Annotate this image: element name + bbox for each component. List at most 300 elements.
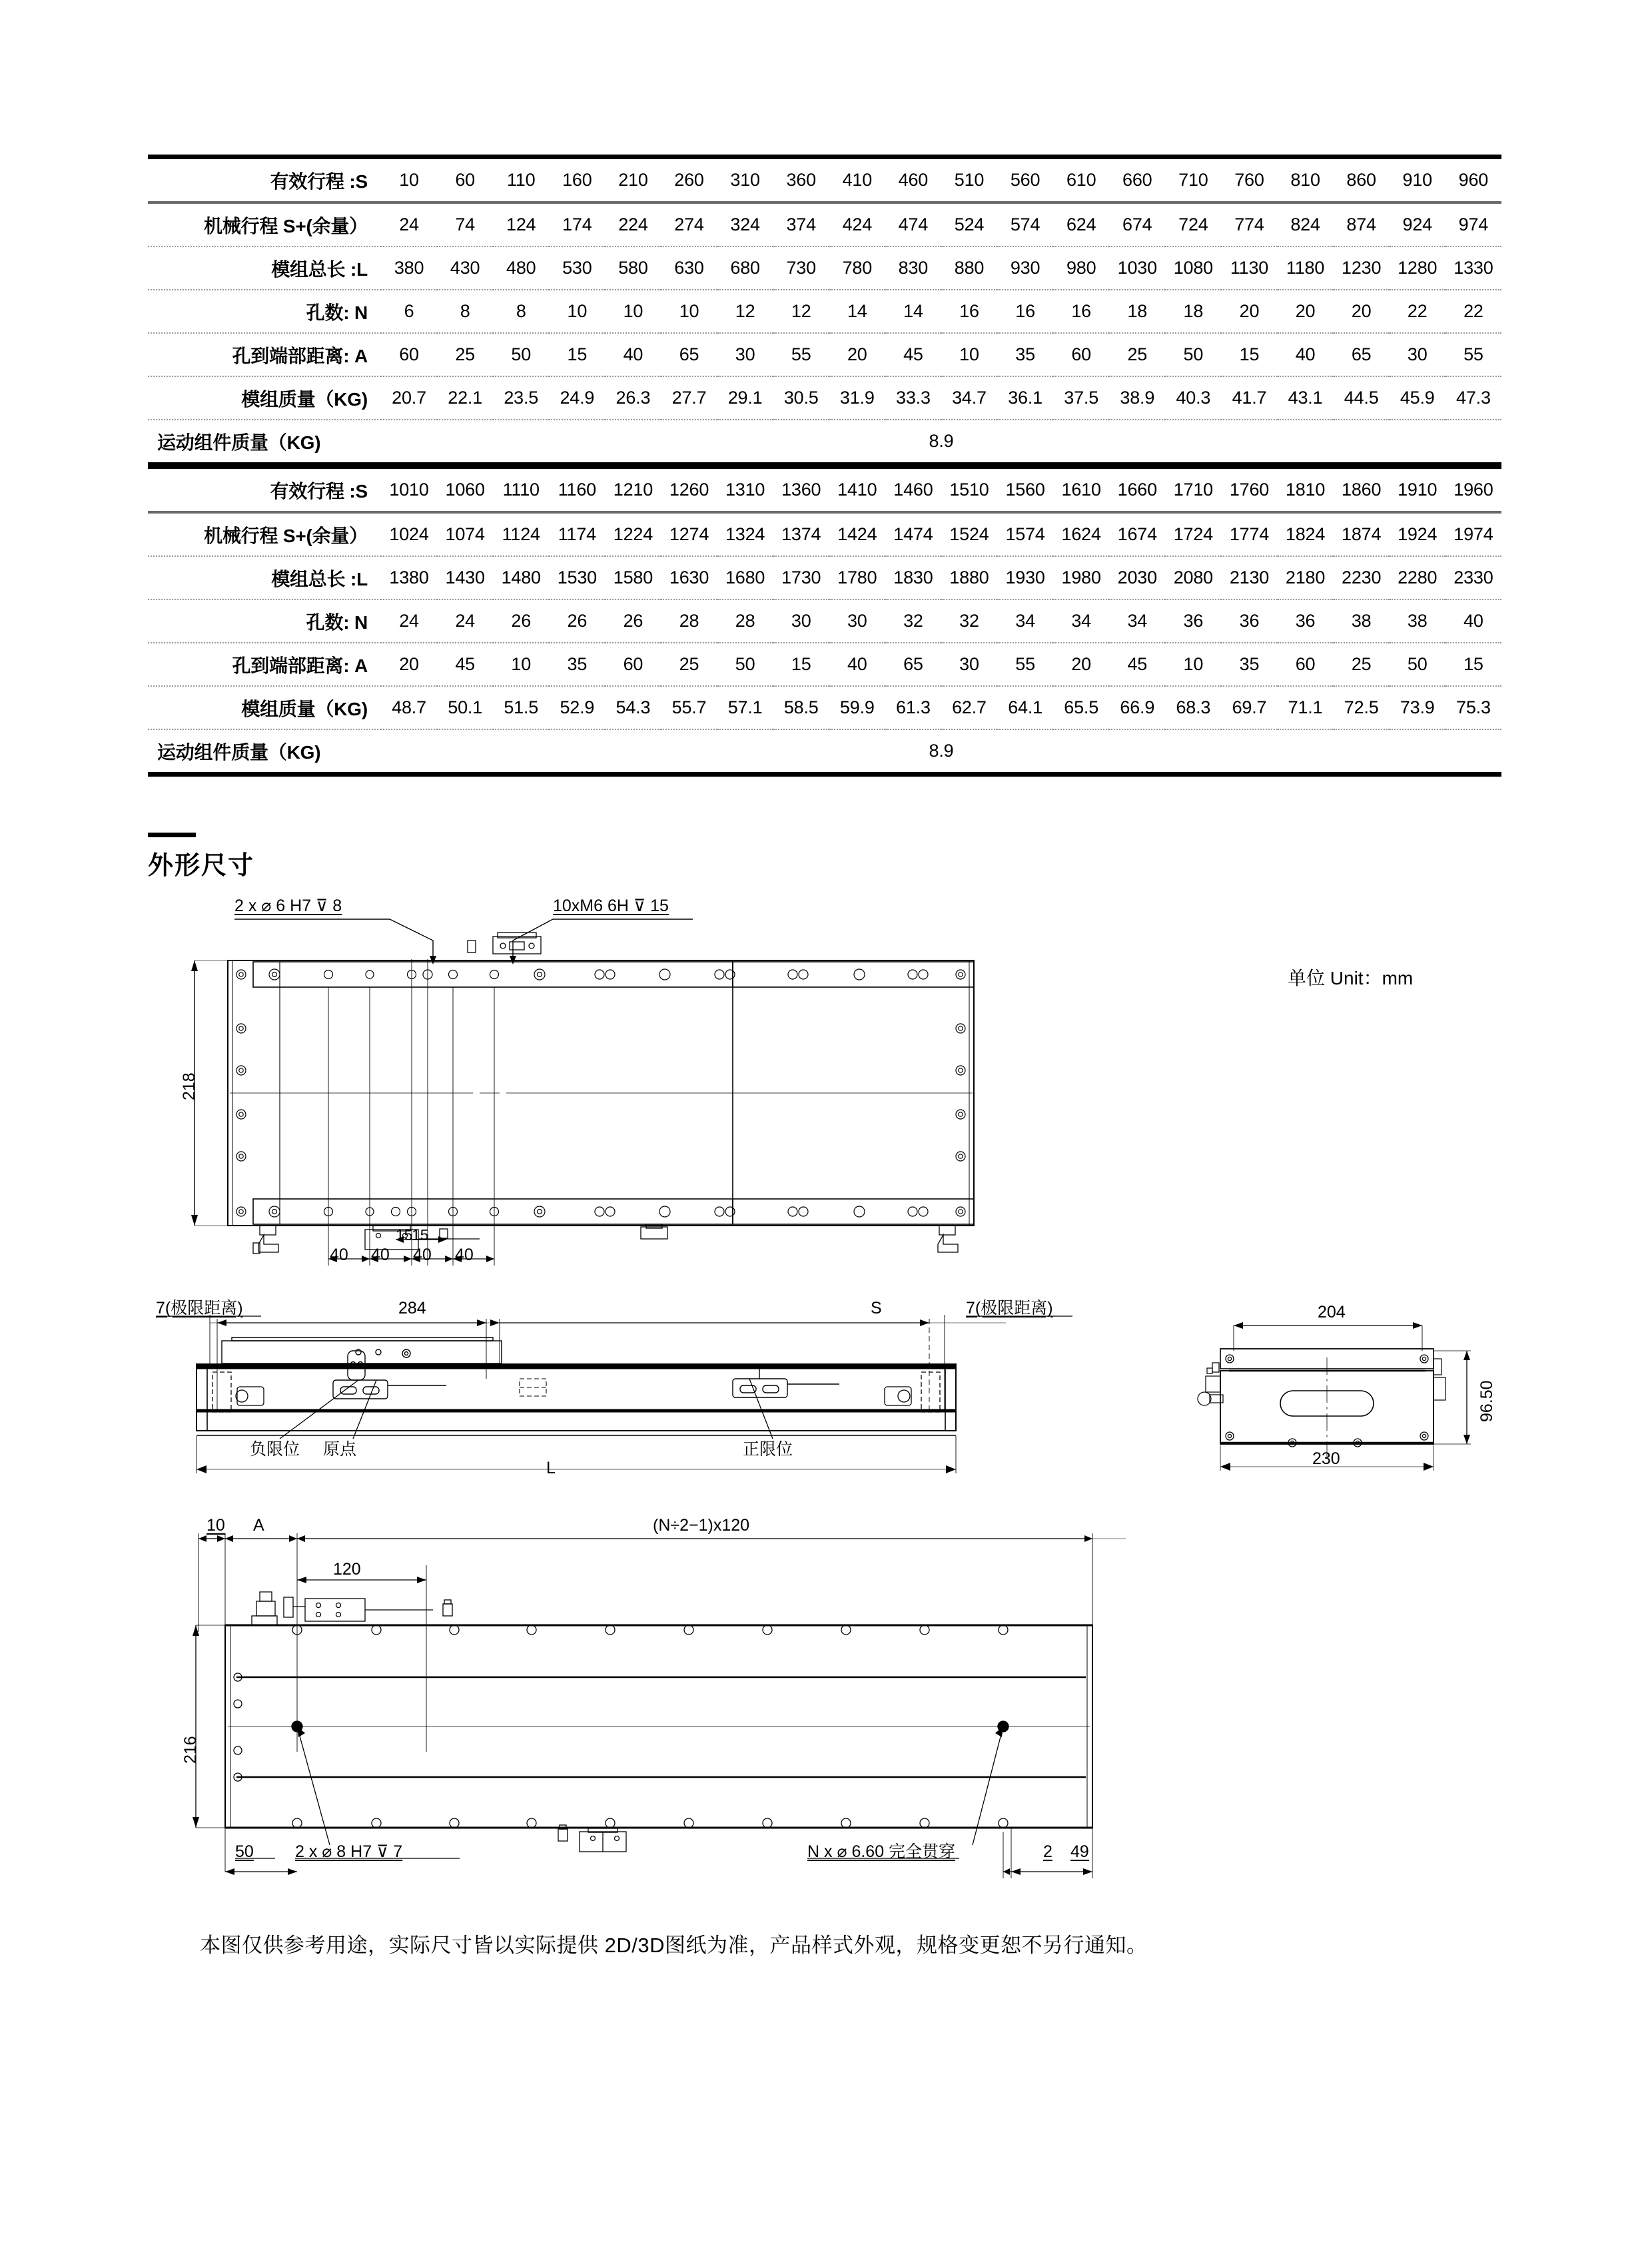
table-cell: 30 [941,643,997,686]
table-cell: 2130 [1221,556,1277,599]
table-cell: 1424 [829,512,885,556]
table-cell: 1960 [1446,467,1501,513]
table-cell: 60 [1278,643,1334,686]
table-cell: 36 [1165,599,1221,643]
drawing-bottom-view [167,1499,1139,1912]
disclaimer-note: 本图仅供参考用途，实际尺寸皆以实际提供 2D/3D图纸为准，产品样式外观，规格变更恕不另行通知。 [200,1934,1148,1957]
table-cell: 1010 [381,467,437,513]
table-cell: 110 [493,157,549,203]
row-header: 有效行程 :S [148,467,381,513]
table-cell: 1760 [1221,467,1277,513]
table-cell: 65 [1334,333,1390,376]
table-cell: 48.7 [381,686,437,729]
spec-table-2 [148,464,1501,777]
callout-thread-top: 10xM6 6H ⊽ 15 [553,897,669,915]
table-cell: 880 [941,246,997,290]
table-cell: 45.9 [1390,376,1446,420]
table-cell: 580 [605,246,661,290]
table-cell: 460 [885,157,941,203]
table-cell: 1630 [661,556,717,599]
table-cell: 45 [1109,643,1165,686]
table-cell: 980 [1053,246,1109,290]
table-cell: 20 [1053,643,1109,686]
table-cell: 73.9 [1390,686,1446,729]
table-cell: 43.1 [1278,376,1334,420]
table-cell: 1910 [1390,467,1446,513]
table-cell: 47.3 [1446,376,1501,420]
table-row [148,333,1501,376]
table-cell: 50 [1390,643,1446,686]
table-cell: 1980 [1053,556,1109,599]
table-cell: 10 [941,333,997,376]
row-header: 模组质量（KG) [148,686,381,729]
table-row [148,290,1501,333]
table-cell: 730 [773,246,829,290]
table-cell: 310 [717,157,773,203]
table-row [148,686,1501,729]
table-cell: 35 [549,643,605,686]
table-cell: 2180 [1278,556,1334,599]
table-cell: 1574 [997,512,1053,556]
table-cell: 30 [1390,333,1446,376]
table-cell: 14 [829,290,885,333]
table-cell: 51.5 [493,686,549,729]
table-cell: 18 [1109,290,1165,333]
table-cell: 1730 [773,556,829,599]
drawing-top-view [167,893,1099,1266]
table-cell: 1324 [717,512,773,556]
table-cell: 55 [997,643,1053,686]
table-cell: 324 [717,202,773,246]
table-cell: 40 [605,333,661,376]
table-cell: 26 [549,599,605,643]
table-cell: 1310 [717,467,773,513]
table-cell: 1860 [1334,467,1390,513]
row-header: 模组总长 :L [148,246,381,290]
table-cell: 15 [549,333,605,376]
table-cell: 60 [1053,333,1109,376]
table-cell: 25 [1109,333,1165,376]
table-cell: 24 [381,599,437,643]
table-cell-merged: 8.9 [929,431,954,451]
table-cell: 1024 [381,512,437,556]
table-cell: 424 [829,202,885,246]
table-cell: 15 [773,643,829,686]
table-cell: 2330 [1446,556,1501,599]
table-cell: 680 [717,246,773,290]
table-cell: 74 [437,202,493,246]
dim-49: 49 [1070,1842,1089,1861]
row-header: 有效行程 :S [148,157,381,203]
table-cell: 1524 [941,512,997,556]
table-cell: 1680 [717,556,773,599]
table-cell: 50.1 [437,686,493,729]
table-cell: 16 [997,290,1053,333]
table-cell: 380 [381,246,437,290]
table-cell: 29.1 [717,376,773,420]
table-cell: 8 [437,290,493,333]
dim-216: 216 [181,1736,200,1764]
table-cell: 20 [381,643,437,686]
dim-218: 218 [180,1072,199,1100]
table-cell: 560 [997,157,1053,203]
table-cell: 23.5 [493,376,549,420]
table-cell: 58.5 [773,686,829,729]
table-cell: 1924 [1390,512,1446,556]
table-cell: 510 [941,157,997,203]
table-cell: 55 [1446,333,1501,376]
table-cell: 36 [1221,599,1277,643]
table-row [148,556,1501,599]
table-cell: 1674 [1109,512,1165,556]
table-cell: 824 [1278,202,1334,246]
table-cell: 32 [885,599,941,643]
table-cell: 430 [437,246,493,290]
table-cell: 30 [773,599,829,643]
dim-15-a: 15 [396,1226,413,1244]
table-cell: 1560 [997,467,1053,513]
row-header: 机械行程 S+(余量） [148,202,381,246]
row-header: 孔数: N [148,599,381,643]
table-cell: 260 [661,157,717,203]
spec-table-1 [148,155,1501,467]
table-cell: 34 [997,599,1053,643]
table-cell: 57.1 [717,686,773,729]
table-cell: 22 [1446,290,1501,333]
table-cell: 474 [885,202,941,246]
table-footer-row [148,420,1501,465]
table-cell: 710 [1165,157,1221,203]
dim-L: L [546,1459,556,1477]
table-cell: 28 [717,599,773,643]
dim-pitch-40-2: 40 [371,1246,390,1264]
table-cell: 16 [1053,290,1109,333]
table-cell: 20 [1278,290,1334,333]
table-cell: 18 [1165,290,1221,333]
table-cell: 874 [1334,202,1390,246]
table-cell: 610 [1053,157,1109,203]
table-cell: 1724 [1165,512,1221,556]
side-view-graphic [1192,1279,1505,1479]
dim-96-50: 96.50 [1477,1380,1496,1422]
table-cell: 360 [773,157,829,203]
table-cell: 1660 [1109,467,1165,513]
table-cell: 1330 [1446,246,1501,290]
table-cell: 28 [661,599,717,643]
table-cell: 1210 [605,467,661,513]
dim-pitch-40-4: 40 [455,1246,474,1264]
table-cell: 1180 [1278,246,1334,290]
label-limit-distance-left: 7(极限距离) [156,1299,243,1317]
table-cell: 780 [829,246,885,290]
table-cell: 924 [1390,202,1446,246]
dim-A: A [253,1516,264,1535]
row-header: 机械行程 S+(余量） [148,512,381,556]
table-cell: 26 [493,599,549,643]
table-cell: 50 [1165,333,1221,376]
row-header: 孔到端部距离: A [148,643,381,686]
table-cell: 6 [381,290,437,333]
dim-2: 2 [1043,1842,1052,1861]
dim-204: 204 [1318,1303,1346,1321]
table-cell: 30.5 [773,376,829,420]
table-cell: 60 [437,157,493,203]
table-cell: 38.9 [1109,376,1165,420]
table-cell: 1374 [773,512,829,556]
table-cell: 10 [1165,643,1221,686]
dim-10: 10 [206,1516,225,1535]
table-cell: 41.7 [1221,376,1277,420]
table-cell: 1824 [1278,512,1334,556]
table-cell: 774 [1221,202,1277,246]
table-cell: 30 [829,599,885,643]
table-cell: 2280 [1390,556,1446,599]
table-cell: 24 [381,202,437,246]
table-cell: 1130 [1221,246,1277,290]
table-cell: 75.3 [1446,686,1501,729]
table-row [148,512,1501,556]
table-cell: 630 [661,246,717,290]
table-cell: 22.1 [437,376,493,420]
dim-15-b: 15 [412,1226,429,1244]
table-cell: 1774 [1221,512,1277,556]
table-cell: 26.3 [605,376,661,420]
table-cell: 724 [1165,202,1221,246]
row-header: 模组总长 :L [148,556,381,599]
table-cell: 20 [1334,290,1390,333]
table-cell: 410 [829,157,885,203]
table-row [148,202,1501,246]
table-cell: 1380 [381,556,437,599]
table-cell: 374 [773,202,829,246]
table-cell: 24 [437,599,493,643]
table-cell: 1874 [1334,512,1390,556]
table-cell: 660 [1109,157,1165,203]
table-cell: 1610 [1053,467,1109,513]
table-cell: 10 [661,290,717,333]
table-cell: 54.3 [605,686,661,729]
table-cell: 1530 [549,556,605,599]
table-cell: 1830 [885,556,941,599]
label-origin: 原点 [323,1440,357,1459]
table-cell: 31.9 [829,376,885,420]
table-cell-merged: 8.9 [929,741,954,761]
table-cell: 1510 [941,467,997,513]
table-cell: 1080 [1165,246,1221,290]
table-row [148,643,1501,686]
table-cell: 36.1 [997,376,1053,420]
label-positive-limit: 正限位 [743,1440,793,1459]
table-cell: 15 [1446,643,1501,686]
dim-284: 284 [398,1299,426,1317]
row-header: 孔到端部距离: A [148,333,381,376]
table-cell: 25 [661,643,717,686]
table-cell: 34 [1053,599,1109,643]
table-cell: 36 [1278,599,1334,643]
table-cell: 37.5 [1053,376,1109,420]
table-cell: 1160 [549,467,605,513]
table-cell: 35 [997,333,1053,376]
table-cell: 1074 [437,512,493,556]
table-cell: 480 [493,246,549,290]
table-cell: 35 [1221,643,1277,686]
table-cell: 55.7 [661,686,717,729]
table-cell: 60 [605,643,661,686]
table-cell: 50 [493,333,549,376]
table-cell: 1110 [493,467,549,513]
table-cell: 40 [1278,333,1334,376]
table-cell: 25 [1334,643,1390,686]
unit-note: 单位 Unit：mm [1288,968,1414,988]
page-title: 外形尺寸 [148,852,255,880]
table-cell: 1224 [605,512,661,556]
table-cell: 40 [1446,599,1501,643]
table-cell: 30 [717,333,773,376]
callout-dowel-top: 2 x ⌀ 6 H7 ⊽ 8 [234,897,342,915]
table-cell: 674 [1109,202,1165,246]
table-row [148,467,1501,513]
table-cell: 930 [997,246,1053,290]
table-cell: 624 [1053,202,1109,246]
table-cell: 1480 [493,556,549,599]
table-cell: 574 [997,202,1053,246]
table-cell: 2030 [1109,556,1165,599]
label-limit-distance-right: 7(极限距离) [966,1299,1053,1317]
table-cell: 27.7 [661,376,717,420]
drawing-front-view [147,1279,1119,1479]
table-cell: 10 [605,290,661,333]
table-cell: 64.1 [997,686,1053,729]
table-cell: 1780 [829,556,885,599]
table-cell: 60 [381,333,437,376]
table-cell: 1260 [661,467,717,513]
table-cell: 274 [661,202,717,246]
table-cell: 22 [1390,290,1446,333]
callout-dowel-bottom: 2 x ⌀ 8 H7 ⊽ 7 [295,1842,403,1861]
table-cell: 59.9 [829,686,885,729]
table-footer-row [148,729,1501,775]
table-cell: 160 [549,157,605,203]
table-cell: 1124 [493,512,549,556]
table-cell: 34 [1109,599,1165,643]
table-cell: 20.7 [381,376,437,420]
table-cell: 20 [1221,290,1277,333]
row-header: 运动组件质量（KG) [157,741,321,763]
table-cell: 1030 [1109,246,1165,290]
row-header: 模组质量（KG) [148,376,381,420]
dim-50: 50 [235,1842,254,1861]
table-cell: 1174 [549,512,605,556]
table-cell: 14 [885,290,941,333]
table-cell: 20 [829,333,885,376]
table-cell: 55 [773,333,829,376]
table-cell: 974 [1446,202,1501,246]
table-cell: 38 [1334,599,1390,643]
table-cell: 25 [437,333,493,376]
table-cell: 524 [941,202,997,246]
table-cell: 65 [885,643,941,686]
table-cell: 2080 [1165,556,1221,599]
table-cell: 69.7 [1221,686,1277,729]
table-cell: 10 [381,157,437,203]
table-cell: 1624 [1053,512,1109,556]
table-row [148,376,1501,420]
table-cell: 210 [605,157,661,203]
table-cell: 1430 [437,556,493,599]
table-cell: 33.3 [885,376,941,420]
table-row [148,246,1501,290]
table-cell: 1580 [605,556,661,599]
table-cell: 40.3 [1165,376,1221,420]
table-cell: 26 [605,599,661,643]
table-cell: 530 [549,246,605,290]
table-cell: 52.9 [549,686,605,729]
table-cell: 174 [549,202,605,246]
table-cell: 68.3 [1165,686,1221,729]
table-cell: 910 [1390,157,1446,203]
table-cell: 224 [605,202,661,246]
table-cell: 24.9 [549,376,605,420]
table-cell: 1880 [941,556,997,599]
table-cell: 1360 [773,467,829,513]
drawing-side-view [1192,1279,1505,1479]
table-cell: 960 [1446,157,1501,203]
table-cell: 2230 [1334,556,1390,599]
table-cell: 860 [1334,157,1390,203]
dim-S: S [871,1299,882,1317]
table-cell: 760 [1221,157,1277,203]
table-cell: 15 [1221,333,1277,376]
table-cell: 1230 [1334,246,1390,290]
table-cell: 1060 [437,467,493,513]
table-cell: 1410 [829,467,885,513]
row-header: 运动组件质量（KG) [157,432,321,453]
table-cell: 50 [717,643,773,686]
table-cell: 1810 [1278,467,1334,513]
table-cell: 1274 [661,512,717,556]
table-cell: 1974 [1446,512,1501,556]
dim-hole-pitch-formula: (N÷2−1)x120 [653,1516,750,1535]
table-cell: 71.1 [1278,686,1334,729]
table-cell: 1460 [885,467,941,513]
table-cell: 10 [493,643,549,686]
table-cell: 810 [1278,157,1334,203]
table-cell: 65 [661,333,717,376]
table-cell: 8 [493,290,549,333]
table-cell: 12 [773,290,829,333]
table-cell: 830 [885,246,941,290]
callout-through-hole: N x ⌀ 6.60 完全贯穿 [807,1842,956,1861]
table-cell: 10 [549,290,605,333]
table-cell: 1280 [1390,246,1446,290]
row-header: 孔数: N [148,290,381,333]
table-cell: 40 [829,643,885,686]
table-row [148,599,1501,643]
table-cell: 34.7 [941,376,997,420]
table-cell: 65.5 [1053,686,1109,729]
table-cell: 1930 [997,556,1053,599]
label-negative-limit: 负限位 [250,1440,300,1459]
dim-pitch-40-1: 40 [330,1246,348,1264]
table-cell: 44.5 [1334,376,1390,420]
table-cell: 38 [1390,599,1446,643]
table-cell: 32 [941,599,997,643]
table-cell: 1474 [885,512,941,556]
dim-120: 120 [333,1560,361,1579]
table-cell: 45 [885,333,941,376]
table-cell: 16 [941,290,997,333]
table-cell: 45 [437,643,493,686]
